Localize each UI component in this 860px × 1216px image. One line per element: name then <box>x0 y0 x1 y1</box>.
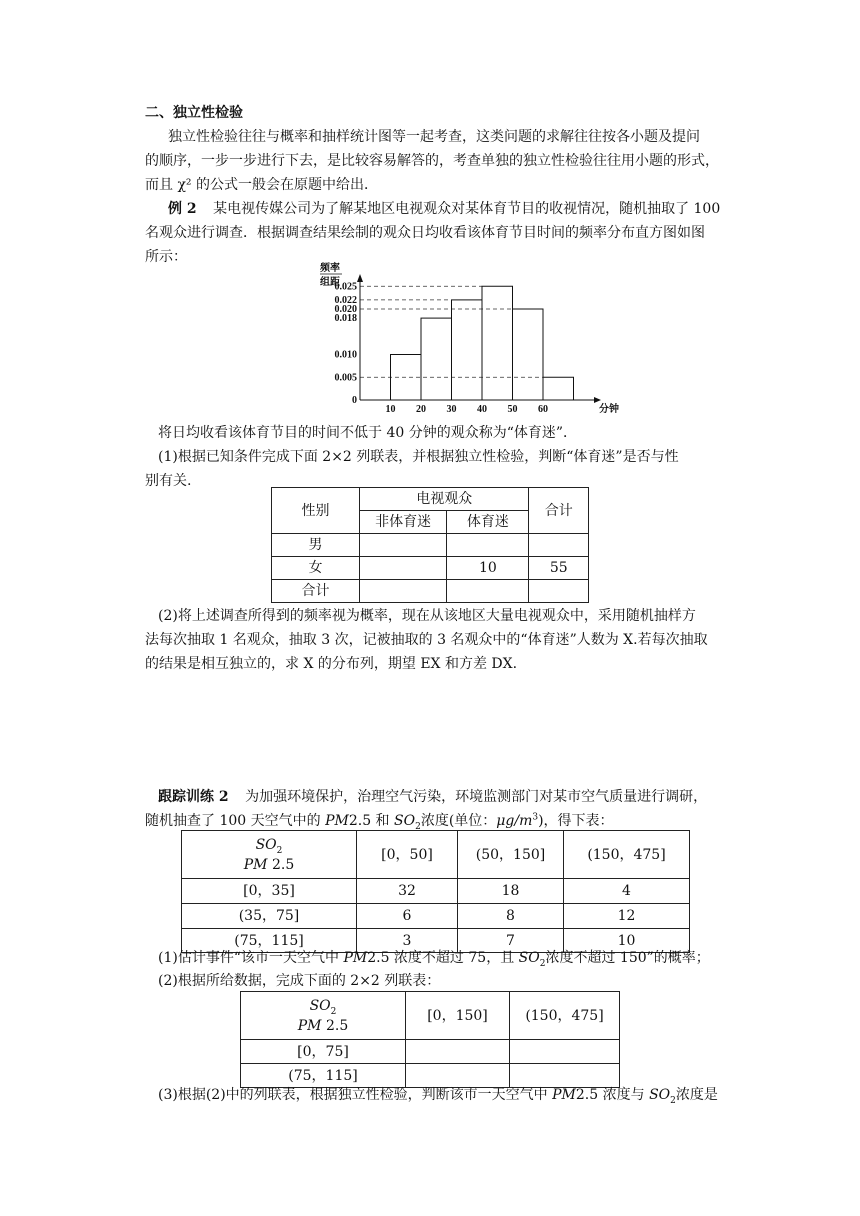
x-tick-label: 20 <box>416 404 426 415</box>
row-label: 合计 <box>272 580 360 603</box>
text-run: SO <box>394 813 416 829</box>
air-quality-2x2-table <box>240 991 620 1088</box>
table-cell <box>360 534 447 557</box>
text-run: 2 <box>670 1095 676 1106</box>
corner-bottom-tail: 2.5 <box>321 1017 349 1034</box>
table-header-non-fan: 非体育迷 <box>360 511 447 534</box>
y-axis-arrow <box>357 274 363 282</box>
column-header: [0，150] <box>406 992 510 1040</box>
corner-top-sub: 2 <box>276 845 283 856</box>
training2-q2: (2)根据所给数据，完成下面的 2×2 列联表： <box>158 973 441 989</box>
after-chart-text: 将日均收看该体育节目的时间不低于 40 分钟的观众称为“体育迷”． <box>158 425 578 441</box>
table-cell: 3 <box>357 929 458 953</box>
table-cell: 4 <box>564 879 690 904</box>
corner-top: SO <box>255 836 277 853</box>
row-label: [0，35] <box>182 879 357 904</box>
table-row <box>182 904 690 929</box>
table-row <box>241 1040 620 1064</box>
corner-bottom: PM <box>243 856 268 873</box>
text-run: SO <box>649 1087 671 1103</box>
q2-line-3: 的结果是相互独立的，求 X 的分布列，期望 EX 和方差 DX. <box>145 656 518 672</box>
table-cell: 32 <box>357 879 458 904</box>
text-run: 随机抽查了 100 天空气中的 <box>145 813 326 829</box>
example2-line-3: 所示： <box>145 249 187 265</box>
table-cell: 10 <box>447 557 529 580</box>
row-label: (75，115] <box>182 929 357 953</box>
column-header: (150，475] <box>510 992 620 1040</box>
histogram-bar <box>482 286 513 400</box>
table-cell: 8 <box>458 904 564 929</box>
text-run: 2 <box>539 958 546 969</box>
table-cell <box>510 1040 620 1064</box>
text-run: 2.5 浓度与 <box>575 1087 650 1103</box>
row-label: [0，75] <box>241 1040 406 1064</box>
table-cell: 6 <box>357 904 458 929</box>
y-tick-label: 0.020 <box>334 304 357 315</box>
section-title: 二、独立性检验 <box>145 105 243 121</box>
y-tick-label: 0.010 <box>334 349 357 361</box>
text-run: PM <box>343 950 368 966</box>
table-row <box>272 580 589 603</box>
gender-contingency-table <box>271 487 589 603</box>
q2-line-1: (2)将上述调查所得到的频率视为概率，现在从该地区大量电视观众中，采用随机抽样方 <box>158 608 696 624</box>
text-run: PM <box>325 813 349 829</box>
y-tick-label: 0.005 <box>334 372 357 384</box>
text-run: )，得下表： <box>538 813 614 829</box>
text-run: (3)根据(2)中的列联表，根据独立性检验，判断该市一天空气中 <box>158 1087 553 1103</box>
table-cell: 18 <box>458 879 564 904</box>
table-corner-cell <box>241 992 406 1040</box>
corner-top: SO <box>309 997 331 1014</box>
table-cell: 55 <box>529 557 589 580</box>
table-header-group: 电视观众 <box>360 488 529 511</box>
table-header-gender: 性别 <box>272 488 360 534</box>
y-tick-label: 0 <box>352 395 357 406</box>
example2-line-1 <box>168 197 720 221</box>
histogram-bar <box>513 309 544 400</box>
corner-bottom: PM <box>297 1017 322 1034</box>
x-axis-label: 分钟 <box>599 404 619 415</box>
table-row <box>272 534 589 557</box>
air-quality-table <box>181 830 690 953</box>
intro-line-1: 独立性检验往往与概率和抽样统计图等一起考查，这类问题的求解往往按各小题及提问 <box>168 129 700 145</box>
table-cell <box>360 580 447 603</box>
x-tick-label: 10 <box>385 404 396 415</box>
text-run: 2 <box>415 821 421 832</box>
table-cell: 10 <box>564 929 690 953</box>
training2-line-1 <box>158 785 707 809</box>
table-corner-cell <box>182 831 357 879</box>
column-header: (150，475] <box>564 831 690 879</box>
x-tick-label: 40 <box>477 404 487 415</box>
table-cell <box>447 534 529 557</box>
column-header: [0，50] <box>357 831 458 879</box>
table-cell <box>406 1040 510 1064</box>
row-label: 女 <box>272 557 360 580</box>
example2-text-1: 某电视传媒公司为了解某地区电视观众对某体育节目的收视情况，随机抽取了 100 <box>213 201 721 217</box>
intro-line-3: 而且 χ² 的公式一般会在原题中给出． <box>145 177 378 193</box>
text-run: PM <box>552 1087 576 1103</box>
table-cell: 12 <box>564 904 690 929</box>
row-label: 男 <box>272 534 360 557</box>
table-row <box>182 879 690 904</box>
example2-line-2: 名观众进行调查．根据调查结果绘制的观众日均收看该体育节目时间的频率分布直方图如图 <box>145 225 705 241</box>
text-run: 浓度(单位： <box>420 813 497 829</box>
table-cell <box>447 580 529 603</box>
text-run: 2.5 浓度不超过 75，且 <box>367 950 519 966</box>
y-axis-label: 组距 <box>320 277 340 288</box>
histogram-bar <box>421 318 452 400</box>
y-tick-label: 0.025 <box>334 281 357 293</box>
table-header-fan: 体育迷 <box>447 511 529 534</box>
histogram-bar <box>452 300 483 400</box>
table-row <box>272 557 589 580</box>
training2-intro-a: 为加强环境保护，治理空气污染，环境监测部门对某市空气质量进行调研， <box>245 789 708 805</box>
training2-q1 <box>158 946 710 970</box>
x-tick-label: 30 <box>446 404 457 415</box>
x-axis-arrow <box>594 397 601 403</box>
table-header-total: 合计 <box>529 488 589 534</box>
text-run: 2.5 和 <box>348 813 395 829</box>
text-run: 浓度是 <box>675 1087 718 1103</box>
table-cell <box>529 534 589 557</box>
q1-line-1: (1)根据已知条件完成下面 2×2 列联表，并根据独立性检验，判断“体育迷”是否与性 <box>158 449 679 465</box>
q1-line-2: 别有关. <box>145 473 192 489</box>
histogram-bar <box>543 377 574 400</box>
example2-label: 例 2 <box>168 201 197 217</box>
text-run: SO <box>518 950 540 966</box>
y-tick-label: 0.018 <box>334 313 357 325</box>
training2-label: 跟踪训练 2 <box>158 789 229 805</box>
text-run: (1)估计事件“该市一天空气中 <box>158 950 344 966</box>
intro-line-2: 的顺序，一步一步进行下去，是比较容易解答的，考查单独的独立性检验往往用小题的形式， <box>145 153 719 169</box>
training2-q3 <box>158 1083 718 1107</box>
x-tick-label: 60 <box>538 404 548 415</box>
text-run: μg/m <box>496 813 533 829</box>
corner-top-sub: 2 <box>330 1006 337 1017</box>
frequency-histogram <box>310 258 619 418</box>
row-label: (75，115] <box>241 1064 406 1088</box>
text-run: 浓度不超过 150”的概率； <box>545 950 710 966</box>
corner-bottom-tail: 2.5 <box>267 856 295 873</box>
table-cell <box>360 557 447 580</box>
x-tick-label: 50 <box>507 404 518 415</box>
row-label: (35，75] <box>182 904 357 929</box>
table-cell <box>529 580 589 603</box>
column-header: (50，150] <box>458 831 564 879</box>
table-cell: 7 <box>458 929 564 953</box>
text-run: 3 <box>532 812 539 823</box>
q2-line-2: 法每次抽取 1 名观众，抽取 3 次，记被抽取的 3 名观众中的“体育迷”人数为 X.若每次抽取 <box>145 632 708 648</box>
y-tick-label: 0.022 <box>334 294 357 306</box>
y-axis-label: 频率 <box>320 263 340 274</box>
